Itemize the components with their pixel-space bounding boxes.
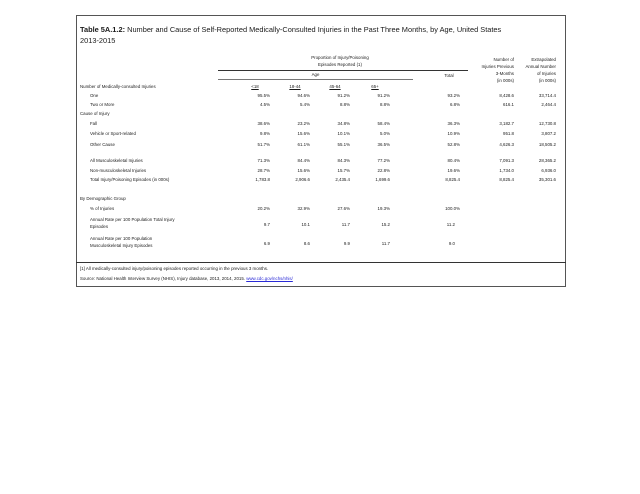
row-total-ep-65: 1,699.6 (375, 177, 390, 182)
row-rate-msk-lt18: 6.9 (263, 241, 270, 246)
row-vehicle-total: 10.9% (447, 131, 460, 136)
col-18-44: 18-44 (289, 84, 301, 89)
row-rate-msk-label1: Annual Rate per 100 Population (90, 236, 153, 241)
row-two-prev3: 616.1 (503, 102, 514, 107)
row-pct-45-64: 27.6% (337, 206, 350, 211)
row-total-ep-lt18: 1,783.8 (255, 177, 270, 182)
row-vehicle-annual: 3,807.2 (541, 131, 556, 136)
row-two-lt18: 4.5% (259, 102, 270, 107)
row-pct-total: 100.0% (445, 206, 460, 211)
row-total-ep-45-64: 2,435.4 (335, 177, 350, 182)
row-total-ep-prev3: 8,825.4 (499, 177, 514, 182)
row-non-msk-45-64: 15.7% (337, 168, 350, 173)
header-extrap-1: Extrapolated (531, 57, 556, 62)
row-rate-total-65: 15.2 (381, 222, 390, 227)
row-all-msk-annual: 28,365.2 (538, 158, 556, 163)
col-lt18: <18 (251, 84, 259, 89)
source-text: Source: National Health Interview Survey (NHIS), Injury database, 2013, 2014, 2015. (80, 276, 245, 281)
row-two-45-64: 8.8% (339, 102, 350, 107)
row-fall-prev3: 3,182.7 (499, 121, 514, 126)
row-two-total: 6.8% (449, 102, 460, 107)
row-non-msk-prev3: 1,734.0 (499, 168, 514, 173)
row-other-45-64: 55.1% (337, 142, 350, 147)
row-one-total: 93.2% (447, 93, 460, 98)
age-rule (218, 79, 413, 80)
row-one-annual: 33,714.4 (538, 93, 556, 98)
row-vehicle-45-64: 10.1% (337, 131, 350, 136)
row-two-label: Two or More (90, 102, 115, 107)
row-rate-total-total: 11.2 (446, 222, 455, 227)
header-extrap-2: Annual Number (525, 64, 556, 69)
source-link[interactable]: www.cdc.gov/nchs/nhis/ (246, 276, 293, 281)
row-pct-label: % of Injuries (90, 206, 115, 211)
row-one-prev3: 8,428.6 (499, 93, 514, 98)
header-age: Age (311, 72, 320, 77)
header-inj-prev-3: 3-Months (495, 71, 514, 76)
row-vehicle-65: 5.0% (379, 131, 390, 136)
row-all-msk-65: 77.2% (377, 158, 390, 163)
header-inj-prev-2: Injuries Previous (481, 64, 514, 69)
row-rate-msk-65: 11.7 (381, 241, 390, 246)
col-45-64: 45-64 (329, 84, 341, 89)
row-fall-annual: 12,730.8 (538, 121, 556, 126)
row-one-label: One (90, 93, 99, 98)
row-total-ep-total: 8,825.4 (445, 177, 460, 182)
header-inj-prev-4: (in 000s) (496, 78, 514, 83)
row-one-45-64: 91.2% (337, 93, 350, 98)
header-inj-prev-1: Number of (493, 57, 514, 62)
header-extrap-4: (in 000s) (538, 78, 556, 83)
row-other-annual: 18,505.2 (538, 142, 556, 147)
header-proportion-line1: Proportion of Injury/Poisoning (311, 55, 369, 60)
row-fall-total: 36.3% (447, 121, 460, 126)
row-total-ep-label: Total Injury/Poisoning Episodes (in 000s) (90, 177, 170, 182)
row-one-18-44: 94.6% (297, 93, 310, 98)
row-one-65: 91.2% (377, 93, 390, 98)
row-pct-lt18: 20.2% (257, 206, 270, 211)
row-non-msk-label: Non-musculoskeletal Injuries (90, 168, 147, 173)
row-two-annual: 2,464.4 (541, 102, 556, 107)
row-non-msk-annual: 6,936.0 (541, 168, 556, 173)
row-one-lt18: 95.5% (257, 93, 270, 98)
row-rate-msk-18-44: 8.6 (303, 241, 310, 246)
col-65: 65+ (371, 84, 379, 89)
row-all-msk-45-64: 84.3% (337, 158, 350, 163)
footer-rule (76, 262, 566, 263)
row-other-65: 36.5% (377, 142, 390, 147)
footnote: [1] All medically-consulted injury/poisoning episodes reported occurring in the previous 3 months. (80, 266, 269, 271)
header-total: Total (444, 73, 454, 78)
row-two-65: 8.8% (379, 102, 390, 107)
row-two-18-44: 5.4% (299, 102, 310, 107)
row-rate-total-lt18: 9.7 (263, 222, 270, 227)
row-rate-total-18-44: 10.1 (301, 222, 310, 227)
row-all-msk-lt18: 71.3% (257, 158, 270, 163)
table-number: Table 5A.1.2: (80, 25, 126, 34)
row-total-ep-annual: 35,301.6 (538, 177, 556, 182)
row-fall-65: 58.4% (377, 121, 390, 126)
row-all-msk-18-44: 84.4% (297, 158, 310, 163)
row-vehicle-lt18: 9.8% (259, 131, 270, 136)
row-vehicle-label: Vehicle or Sport-related (90, 131, 136, 136)
row-non-msk-18-44: 15.6% (297, 168, 310, 173)
row-all-msk-prev3: 7,091.3 (499, 158, 514, 163)
row-total-ep-18-44: 2,906.6 (295, 177, 310, 182)
row-non-msk-65: 22.8% (377, 168, 390, 173)
header-proportion-line2: Episodes Reported (1) (318, 62, 362, 67)
row-rate-total-label1: Annual Rate per 100 Population Total Injury (90, 217, 175, 222)
row-pct-65: 19.3% (377, 206, 390, 211)
row-non-msk-total: 19.6% (447, 168, 460, 173)
row-pct-18-44: 32.9% (297, 206, 310, 211)
table-title (80, 24, 560, 46)
row-all-msk-total: 80.4% (447, 158, 460, 163)
row-rate-msk-45-64: 9.9 (343, 241, 350, 246)
table-title-text: Number and Cause of Self-Reported Medically-Consulted Injuries in the Past Three Months, by Age, United States (127, 25, 502, 34)
source-line (80, 276, 293, 282)
row-rate-total-45-64: 11.7 (341, 222, 350, 227)
row-rate-total-label2: Episodes (90, 224, 109, 229)
row-other-label: Other Cause (90, 142, 115, 147)
row-fall-18-44: 23.2% (297, 121, 310, 126)
row-fall-label: Fall (90, 121, 98, 126)
row-other-lt18: 51.7% (257, 142, 270, 147)
row-fall-45-64: 34.8% (337, 121, 350, 126)
row-fall-lt18: 38.6% (257, 121, 270, 126)
row-vehicle-prev3: 951.8 (503, 131, 514, 136)
section-num-injuries: Number of Medically-consulted Injuries (80, 84, 156, 89)
header-rule (218, 70, 468, 71)
row-vehicle-18-44: 15.6% (297, 131, 310, 136)
section-cause: Cause of Injury (80, 111, 110, 116)
row-other-total: 52.8% (447, 142, 460, 147)
row-rate-msk-total: 9.0 (448, 241, 455, 246)
row-non-msk-lt18: 28.7% (257, 168, 270, 173)
table-years: 2013-2015 (80, 36, 116, 45)
row-rate-msk-label2: Musculoskeletal Injury Episodes (90, 243, 153, 248)
section-demographic: By Demographic Group (80, 196, 126, 201)
row-all-msk-label: All Musculoskeletal Injuries (90, 158, 143, 163)
row-other-prev3: 4,626.3 (499, 142, 514, 147)
row-other-18-44: 61.1% (297, 142, 310, 147)
header-extrap-3: of Injuries (536, 71, 556, 76)
